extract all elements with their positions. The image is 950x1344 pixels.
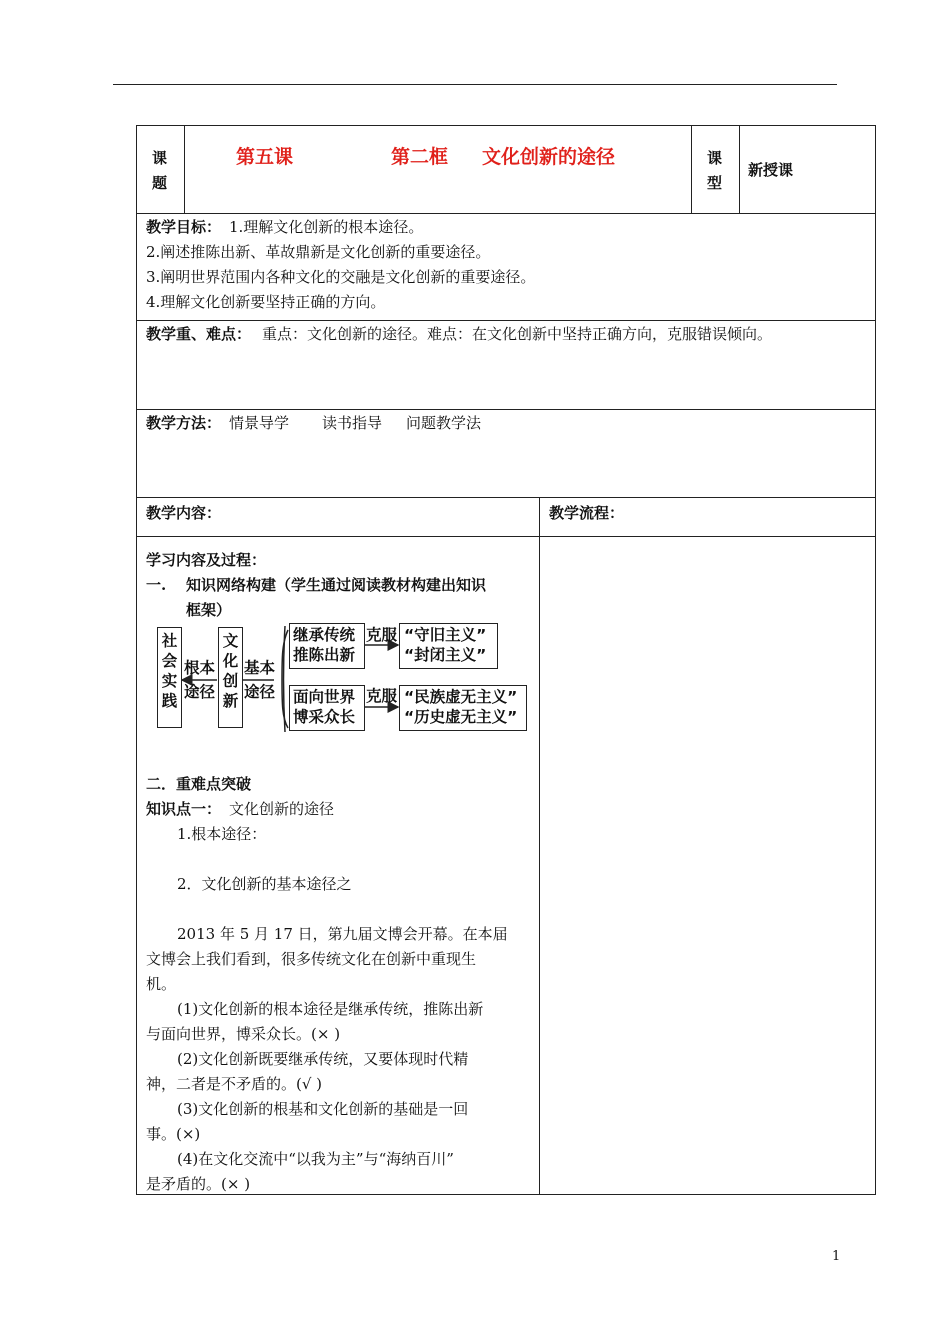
diagram-face-world: 面向世界 博采众长: [289, 685, 365, 731]
title-label-1: 课: [152, 149, 168, 167]
diagram-wrong-tendency-2: “民族虚无主义” “历史虚无主义”: [399, 685, 527, 731]
paragraph-line-2: 文博会上我们看到，很多传统文化在创新中重现生: [146, 950, 477, 968]
flow-cell: [539, 536, 876, 1195]
key-points-text: 重点：文化创新的途径。难点：在文化创新中坚持正确方向，克服错误倾向。: [262, 325, 773, 343]
title-label-2: 题: [152, 174, 168, 192]
lesson-number: 第五课: [236, 146, 294, 168]
diagram-overcome-1: 克服: [366, 626, 398, 644]
process-title: 学习内容及过程：: [146, 551, 267, 569]
knowledge-point-1-text: 文化创新的途径: [229, 800, 335, 818]
goal-4: 4.理解文化创新要坚持正确的方向。: [146, 293, 386, 311]
question-2-line-1: (2)文化创新既要继承传统，又要体现时代精: [177, 1050, 469, 1068]
goal-3: 3.阐明世界范围内各种文化的交融是文化创新的重要途径。: [146, 268, 536, 286]
type-label-2: 型: [707, 174, 723, 192]
section-1-number: 一.: [146, 576, 167, 594]
question-1-line-1: (1)文化创新的根本途径是继承传统，推陈出新: [177, 1000, 484, 1018]
key-points-label: 教学重、难点：: [146, 325, 252, 343]
diagram-root-path-2: 途径: [184, 683, 216, 701]
title-label-cell: [136, 125, 184, 214]
section-2-heading: 二．重难点突破: [146, 775, 252, 793]
diagram-social-practice: 社 会 实 践: [157, 627, 182, 728]
point-root-path: 1.根本途径：: [177, 825, 267, 843]
goal-2: 2.阐述推陈出新、革故鼎新是文化创新的重要途径。: [146, 243, 491, 261]
method-3: 问题教学法: [406, 414, 482, 432]
point-basic-path: 2．文化创新的基本途径之: [177, 875, 352, 893]
diagram-overcome-2: 克服: [366, 687, 398, 705]
type-value: 新授课: [748, 161, 794, 179]
section-1-line-2: 框架）: [186, 601, 232, 619]
diagram-inherit-tradition: 继承传统 推陈出新: [289, 623, 365, 669]
goals-label: 教学目标：: [146, 218, 222, 236]
diagram-basic-path-2: 途径: [244, 683, 276, 701]
lesson-topic: 文化创新的途径: [482, 146, 616, 168]
type-label-cell: [691, 125, 739, 214]
diagram-wrong-tendency-1: “守旧主义” “封闭主义”: [399, 623, 498, 669]
question-1-line-2: 与面向世界，博采众长。(× ): [146, 1025, 341, 1043]
frame-number: 第二框: [391, 146, 449, 168]
section-1-line-1: 知识网络构建（学生通过阅读教材构建出知识: [186, 576, 487, 594]
paragraph-line-3: 机。: [146, 975, 177, 993]
knowledge-point-1-label: 知识点一：: [146, 800, 222, 818]
diagram-basic-path-1: 基本: [244, 659, 276, 677]
content-label: 教学内容：: [146, 504, 222, 522]
method-1: 情景导学: [229, 414, 290, 432]
question-4-line-1: (4)在文化交流中“以我为主”与“海纳百川”: [177, 1150, 454, 1168]
title-cell: [184, 125, 691, 214]
flow-label: 教学流程：: [549, 504, 625, 522]
question-3-line-2: 事。(×): [146, 1125, 201, 1143]
question-3-line-1: (3)文化创新的根基和文化创新的基础是一回: [177, 1100, 469, 1118]
diagram-cultural-innovation: 文 化 创 新: [218, 627, 243, 728]
method-label: 教学方法：: [146, 414, 222, 432]
header-rule: [113, 84, 837, 85]
question-4-line-2: 是矛盾的。(× ): [146, 1175, 251, 1193]
page-number: 1: [832, 1249, 841, 1264]
question-2-line-2: 神，二者是不矛盾的。(√ ): [146, 1075, 323, 1093]
paragraph-line-1: 2013 年 5 月 17 日，第九届文博会开幕。在本届: [177, 925, 508, 943]
diagram-root-path-1: 根本: [184, 659, 216, 677]
goal-1: 1.理解文化创新的根本途径。: [229, 218, 424, 236]
method-2: 读书指导: [322, 414, 383, 432]
type-label-1: 课: [707, 149, 723, 167]
